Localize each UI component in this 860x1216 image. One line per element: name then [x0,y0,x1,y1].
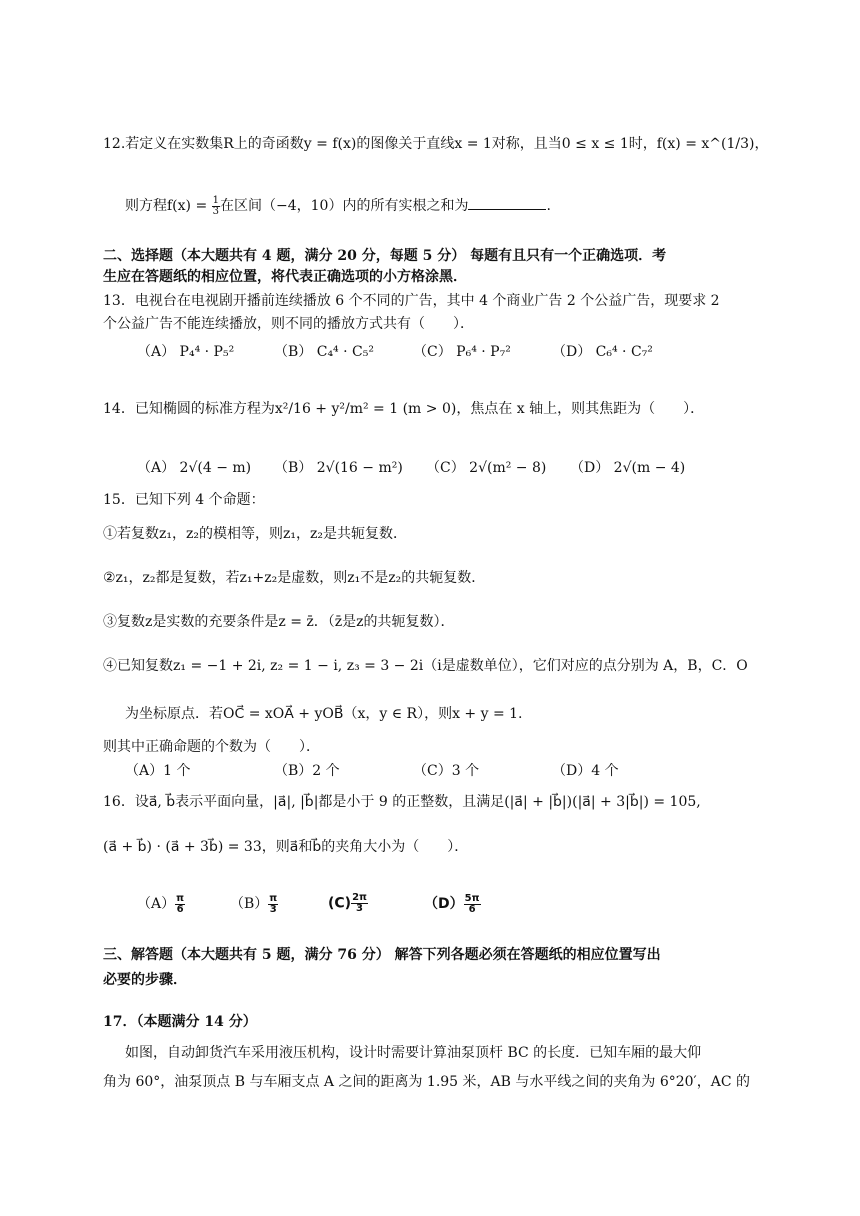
section2-heading-line1: 二、选择题（本大题共有 4 题，满分 20 分，每题 5 分） 每题有且只有一个正确选项．考 [103,248,667,264]
q13-option-a: （A） P₄⁴ · P₅² [137,344,235,360]
section3-heading-line1: 三、解答题（本大题共有 5 题，满分 76 分） 解答下列各题必须在答题纸的相应位置写出 [103,947,661,963]
q12-line2 [125,195,551,217]
q15-proposition-2: ②z₁，z₂都是复数，若z₁+z₂是虚数，则z₁不是z₂的共轭复数． [103,570,486,586]
q12-answer-blank [468,195,546,210]
q16-option-b-den: 3 [269,903,277,915]
q16-option-b-fraction [268,894,278,915]
q16-option-a-den: 6 [176,903,184,915]
q16-line2: (a⃗ + b⃗) · (a⃗ + 3b⃗) = 33，则a⃗和b⃗的夹角大小为（ ）． [103,839,469,855]
q15-proposition-1: ①若复数z₁，z₂的模相等，则z₁，z₂是共轭复数． [103,526,407,542]
q16-option-d-label: （D） [424,896,464,912]
q16-line1: 16．设a⃗, b⃗表示平面向量，|a⃗|, |b⃗|都是小于 9 的正整数，且满足(|a⃗| + |b⃗|)(|a⃗| + 3|b⃗|) = 105, [103,794,701,810]
q12-frac-den: 3 [212,205,220,217]
q16-option-b-num: π [269,892,278,904]
q15-proposition-4-line2: 为坐标原点．若OC⃗ = xOA⃗ + yOB⃗（x，y ∈ R），则x + y = 1. [125,706,523,722]
q12-frac-num: 1 [212,194,220,206]
q13-option-c: （C） P₆⁴ · P₇² [413,344,511,360]
section2-heading-line2: 生应在答题纸的相应位置，将代表正确选项的小方格涂黑． [103,269,467,285]
q15-proposition-3: ③复数z是实数的充要条件是z = z̄．（z̄是z的共轭复数）． [103,614,455,630]
q17-line2: 角为 60°，油泵顶点 B 与车厢支点 A 之间的距离为 1.95 米，AB 与水平线之间的夹角为 6°20′，AC 的 [103,1074,751,1090]
q16-option-a [137,893,185,915]
q15-proposition-4-line1: ④已知复数z₁ = −1 + 2i, z₂ = 1 − i, z₃ = 3 − 2i（i是虚数单位），它们对应的点分别为 A，B，C．O [103,658,748,674]
q15-option-a: （A）1 个 [125,763,191,779]
q15-question: 则其中正确命题的个数为（ ）． [103,739,320,755]
q16-option-b [230,893,278,915]
section3-heading-line2: 必要的步骤． [103,972,187,988]
q16-option-d-num: 5π [464,892,480,904]
q15-line1: 15．已知下列 4 个命题： [103,492,265,508]
q12-line2-text-a: 则方程f(x) = [125,198,212,214]
q12-line1: 12.若定义在实数集R上的奇函数y = f(x)的图像关于直线x = 1对称，且当0 ≤ x ≤ 1时，f(x) = x^(1/3)， [103,136,769,152]
q17-line1: 如图，自动卸货汽车采用液压机构，设计时需要计算油泵顶杆 BC 的长度．已知车厢的最大仰 [125,1045,702,1061]
q16-option-c-den: 3 [356,903,363,914]
q16-option-a-label: （A） [137,896,176,912]
q16-option-c-num: 2π [352,892,367,903]
q14-option-a: （A） 2√(4 − m) [137,460,252,476]
q13-line2: 个公益广告不能连续播放，则不同的播放方式共有（ ）． [103,316,474,332]
q16-option-b-label: （B） [230,896,269,912]
q16-option-d-den: 6 [468,903,476,915]
q16-option-d-fraction [464,894,481,915]
q16-option-c-fraction [351,893,368,914]
q16-option-a-num: π [176,892,185,904]
q15-option-b: （B）2 个 [274,763,340,779]
q12-fraction [212,196,220,217]
q15-option-c: （C）3 个 [413,763,480,779]
q16-option-a-fraction [175,894,185,915]
q16-option-c [328,893,368,914]
q13-line1: 13．电视台在电视剧开播前连续播放 6 个不同的广告，其中 4 个商业广告 2 个公益广告，现要求 2 [103,293,720,309]
q14-line1: 14．已知椭圆的标准方程为x²/16 + y²/m² = 1 (m > 0)，焦点在 x 轴上，则其焦距为（ ）． [103,401,705,417]
q16-option-c-label: (C) [328,895,352,912]
q12-line2-text-b: 在区间（−4，10）内的所有实根之和为 [220,198,469,214]
q16-option-d [424,893,481,915]
q15-option-d: （D）4 个 [552,763,619,779]
q14-option-c: （C） 2√(m² − 8) [426,460,547,476]
q14-option-d: （D） 2√(m − 4) [570,460,686,476]
q17-heading: 17．（本题满分 14 分） [103,1014,257,1030]
q12-line2-end: . [546,198,551,214]
q13-option-d: （D） C₆⁴ · C₇² [552,344,653,360]
q13-option-b: （B） C₄⁴ · C₅² [274,344,374,360]
q14-option-b: （B） 2√(16 − m²) [274,460,403,476]
